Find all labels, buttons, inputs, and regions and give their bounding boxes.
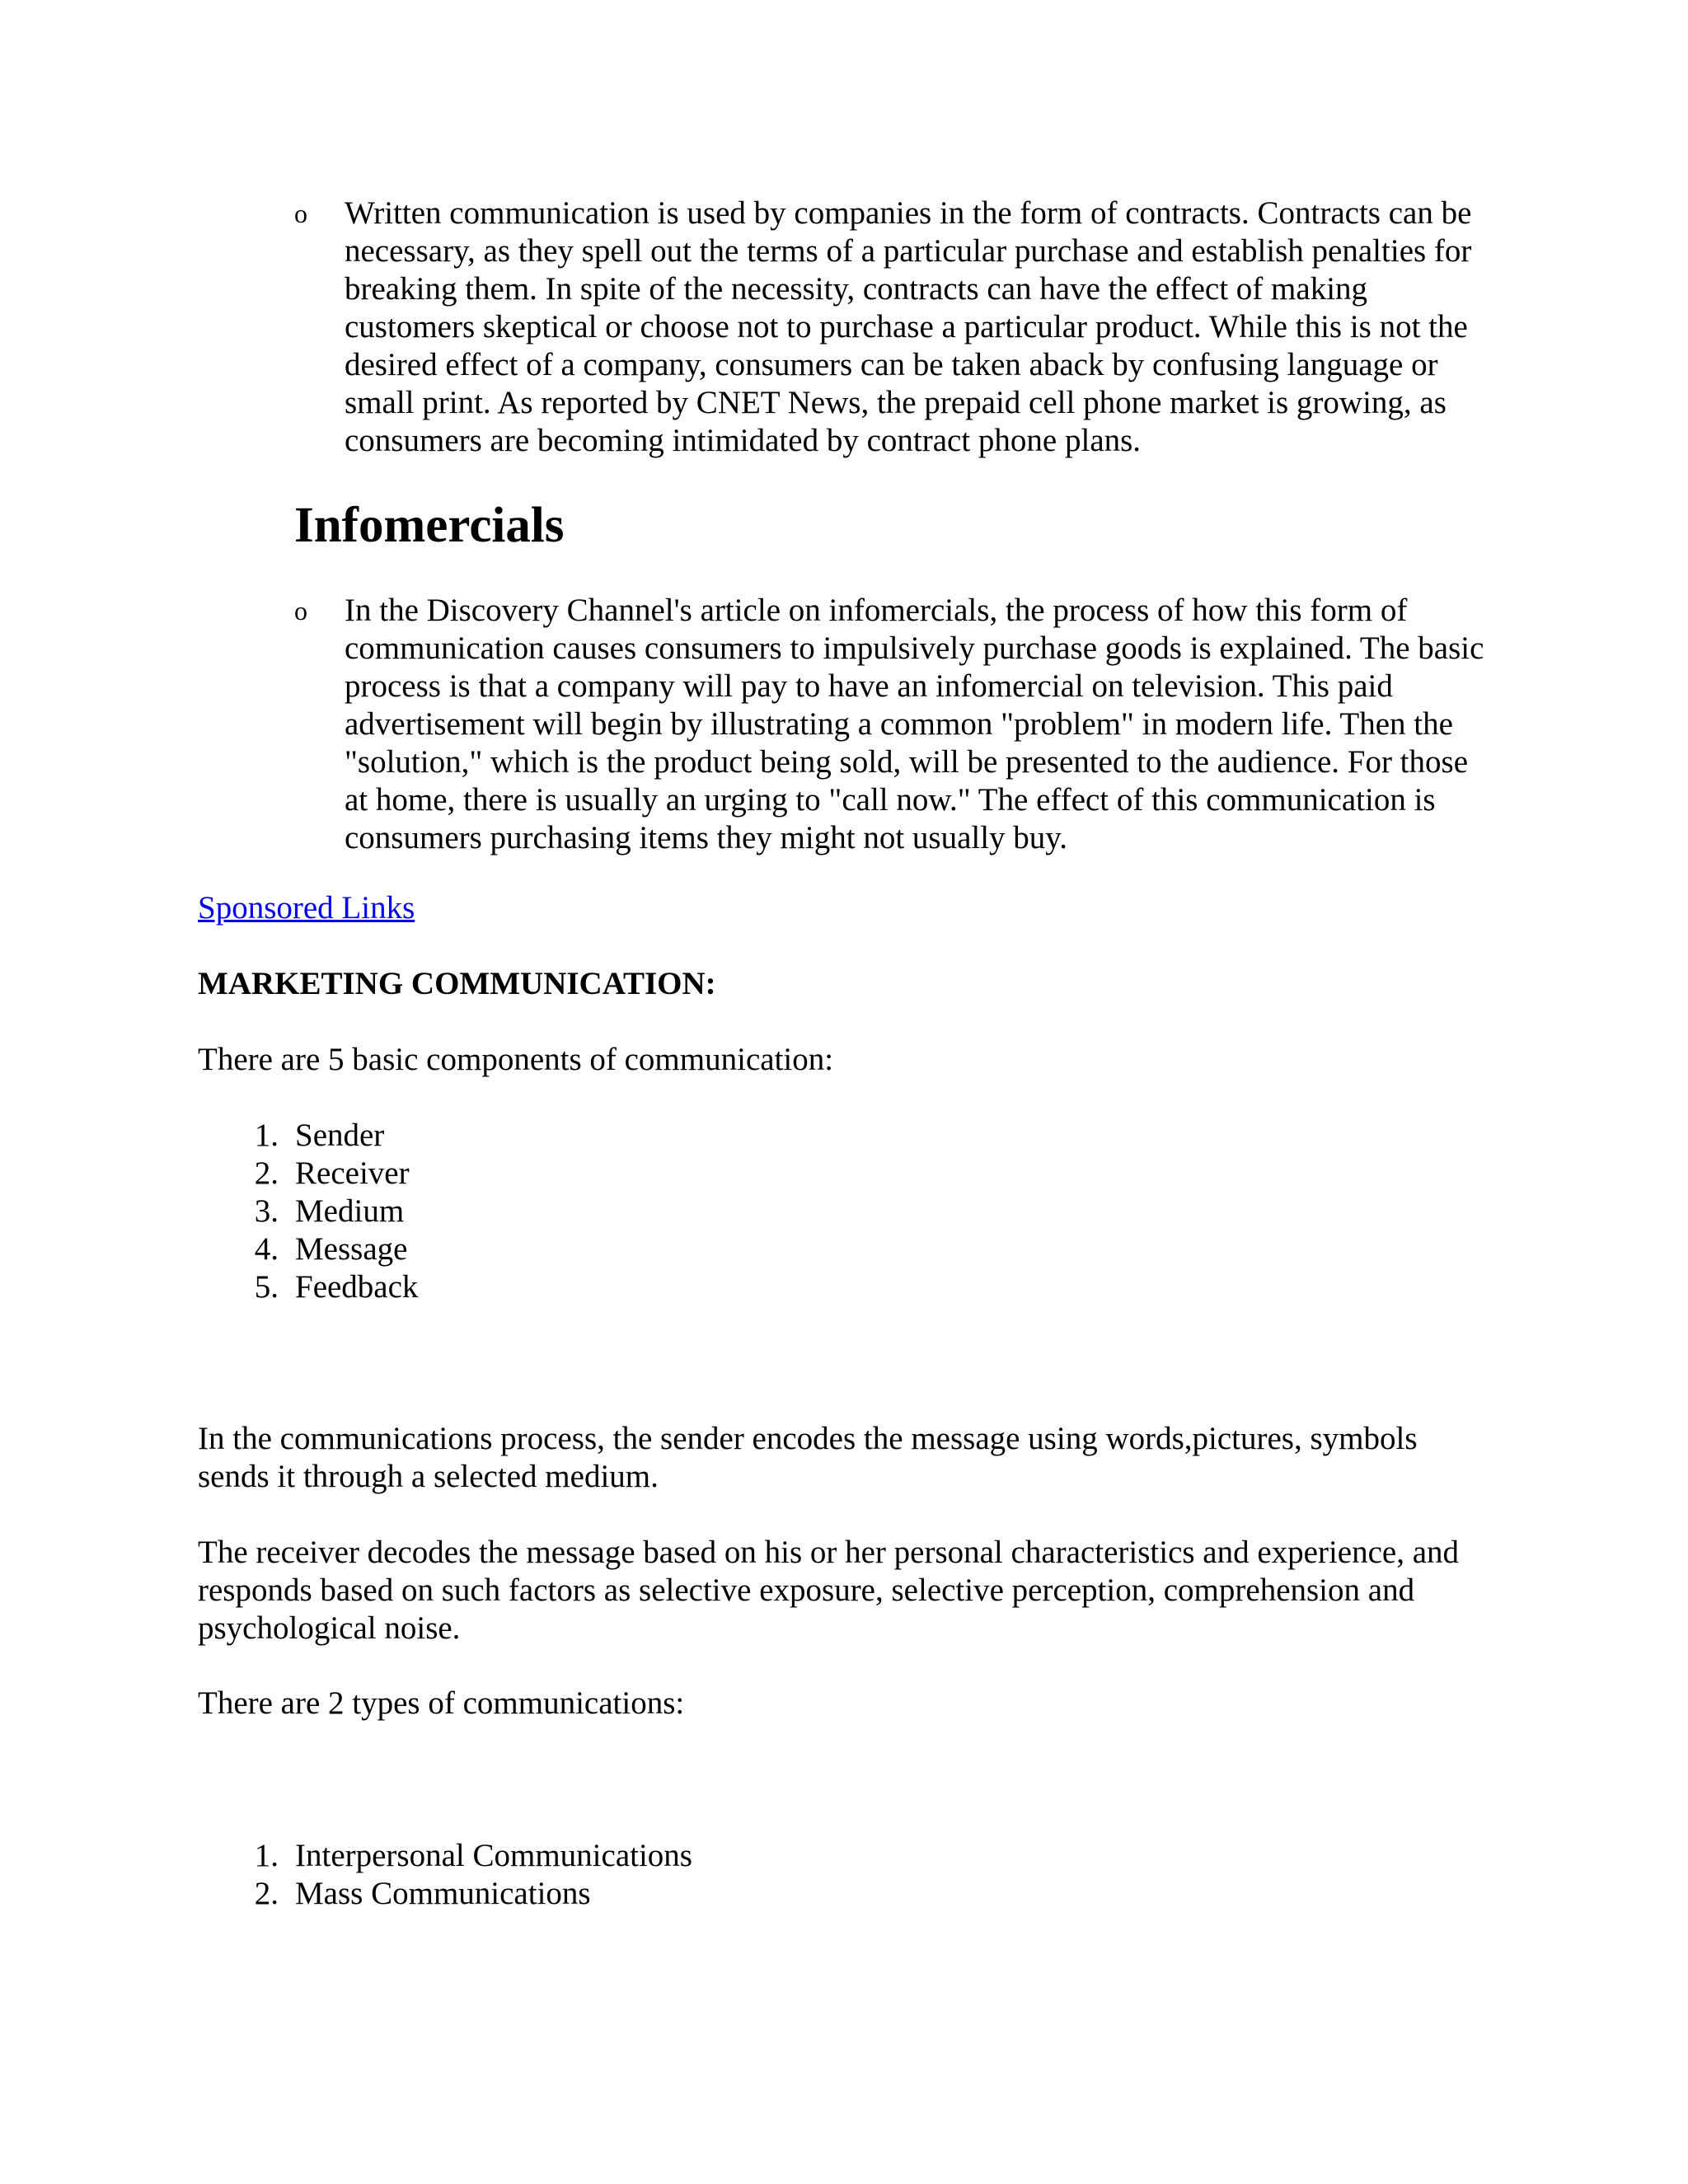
list-item (198, 1875, 1187, 1913)
components-intro: There are 5 basic components of communication: (198, 1042, 834, 1077)
list-item-number: 1. (254, 1118, 279, 1153)
list-item-label: Medium (295, 1193, 405, 1229)
list-item-label: Message (295, 1231, 408, 1267)
list-item-label: Feedback (295, 1269, 419, 1305)
bullet-text: In the Discovery Channel's article on infomercials, the process of how this form of communication causes consumers to impulsively purchase goods is explained. The basic process is that a company will pay to have an infomercial on television. This paid advertisement will begin by illustrating a common "problem" in modern life. Then the "solution," which is the product being sold, will be presented to the audience. For those at home, there is usually an urging to "call now." The effect of this communication is consumers purchasing items they might not usually buy. (345, 593, 1484, 855)
list-item (198, 1230, 1187, 1268)
list-item-number: 3. (254, 1193, 279, 1229)
section-title-marketing-communication: MARKETING COMMUNICATION: (198, 966, 716, 1001)
list-item (198, 1193, 1187, 1230)
types-intro: There are 2 types of communications: (198, 1685, 685, 1721)
list-item-label: Receiver (295, 1155, 410, 1191)
bullet-marker: o (294, 199, 307, 228)
sponsored-links-link[interactable]: Sponsored Links (198, 890, 415, 926)
section-heading-infomercials: Infomercials (294, 498, 565, 553)
list-item-label: Mass Communications (295, 1876, 591, 1911)
receiver-paragraph: The receiver decodes the message based on his or her personal characteristics and experience, and responds based on such factors as selective exposure, selective perception, comprehension and psychological noise. (198, 1535, 1460, 1646)
list-item (198, 1268, 1187, 1306)
list-item-number: 2. (254, 1876, 279, 1911)
sponsored-links-row (198, 889, 1484, 927)
list-item (198, 1155, 1187, 1193)
list-item-number: 4. (254, 1231, 279, 1267)
types-list (198, 1837, 1187, 1913)
list-item (198, 1117, 1187, 1155)
list-item-number: 2. (254, 1155, 279, 1191)
list-item-label: Interpersonal Communications (295, 1838, 692, 1873)
bullet-marker: o (294, 596, 307, 626)
process-paragraph: In the communications process, the sender encodes the message using words,pictures, symbols sends it through a selected medium. (198, 1421, 1418, 1494)
list-item (198, 1837, 1187, 1875)
list-item-number: 5. (254, 1269, 279, 1305)
list-item-label: Sender (295, 1118, 385, 1153)
bullet-text: Written communication is used by companies in the form of contracts. Contracts can be necessary, as they spell out the terms of a particular purchase and establish penalties for breaking them. In spite of the necessity, contracts can have the effect of making customers skeptical or choose not to purchase a particular product. While this is not the desired effect of a company, consumers can be taken aback by confusing language or small print. As reported by CNET News, the prepaid cell phone market is growing, as consumers are becoming intimidated by contract phone plans. (345, 195, 1472, 458)
components-list (198, 1117, 1187, 1306)
list-item-number: 1. (254, 1838, 279, 1873)
